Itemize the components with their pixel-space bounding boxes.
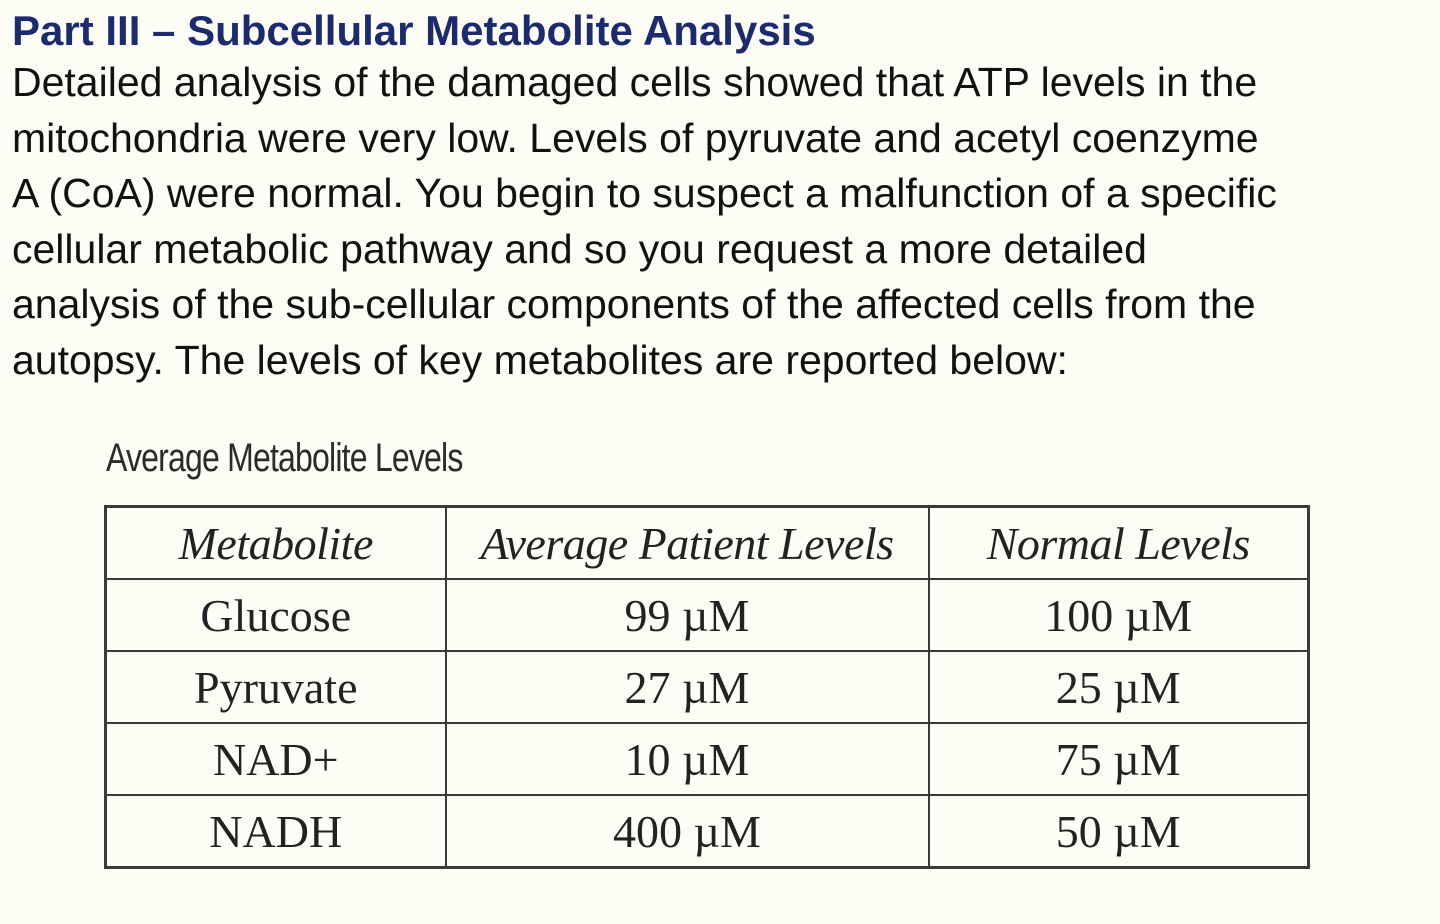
paragraph-line: cellular metabolic pathway and so you request a more detailed	[12, 225, 1147, 272]
intro-paragraph	[12, 55, 1277, 388]
metabolite-name: Glucose	[106, 579, 446, 651]
paragraph-line: analysis of the sub-cellular components of the affected cells from the	[12, 281, 1256, 327]
table-caption: Average Metabolite Levels	[106, 436, 463, 480]
patient-level: 400 µM	[446, 795, 929, 868]
normal-level: 25 µM	[929, 651, 1309, 723]
section-heading: Part III – Subcellular Metabolite Analysis	[12, 7, 816, 54]
table-row	[106, 723, 1309, 795]
header-metabolite: Metabolite	[106, 507, 446, 580]
normal-level: 50 µM	[929, 795, 1309, 868]
normal-level: 100 µM	[929, 579, 1309, 651]
metabolite-name: NAD+	[106, 723, 446, 795]
patient-level: 99 µM	[446, 579, 929, 651]
patient-level: 27 µM	[446, 651, 929, 723]
table-row	[106, 579, 1309, 651]
table-header-row	[106, 507, 1309, 580]
paragraph-line: mitochondria were very low. Levels of pyruvate and acetyl coenzyme	[12, 114, 1259, 161]
header-normal-levels: Normal Levels	[929, 507, 1309, 580]
paragraph-line: A (CoA) were normal. You begin to suspect a malfunction of a specific	[12, 170, 1277, 216]
metabolite-table	[104, 505, 1310, 869]
paragraph-line: Detailed analysis of the damaged cells showed that ATP levels in the	[12, 59, 1258, 105]
normal-level: 75 µM	[929, 723, 1309, 795]
header-average-patient-levels: Average Patient Levels	[446, 507, 929, 580]
paragraph-line: autopsy. The levels of key metabolites are reported below:	[12, 336, 1068, 383]
table-row	[106, 651, 1309, 723]
patient-level: 10 µM	[446, 723, 929, 795]
table-row	[106, 795, 1309, 868]
metabolite-name: NADH	[106, 795, 446, 868]
metabolite-name: Pyruvate	[106, 651, 446, 723]
